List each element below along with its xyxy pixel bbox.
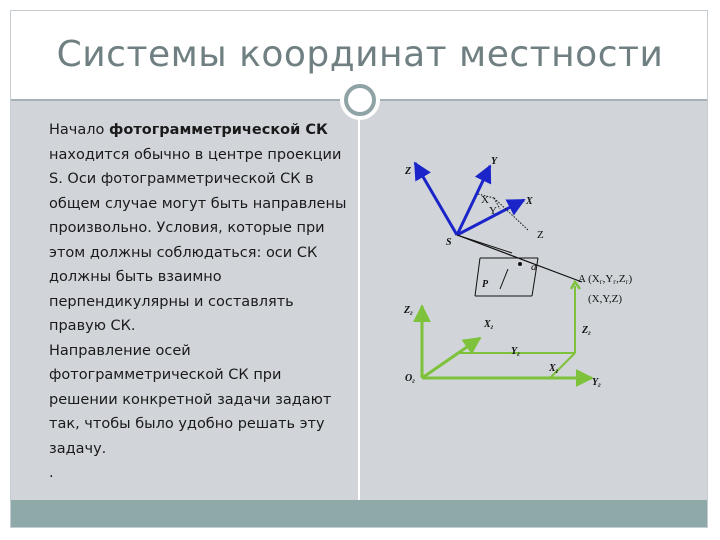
label-s: S [446,237,452,248]
paragraph-3: . [49,465,54,481]
photo-axis-z [415,163,457,235]
label-yg-mid: $Y_г$ [511,346,520,358]
paragraph-2: Направление осей фотограмметрической СК при решении конкретной задачи задают так, чтобы было удобно решать эту задачу. [49,342,332,457]
footer-bar [11,500,707,527]
slide-title: Системы координат местности [56,34,664,75]
label-xg: $X_г$ [484,319,494,331]
image-plane-inner [500,269,508,289]
label-x-small: X [481,194,489,206]
label-xg-right: $X_г$ [549,363,559,375]
paragraph-1 [33,118,353,339]
projection-ray-2 [457,235,512,253]
label-y-small: Y [489,205,497,217]
point-a [518,262,522,266]
label-z-top: Z [405,166,412,177]
label-y-top: Y [491,156,498,167]
body-text [33,118,353,486]
coordinate-diagram [360,101,707,500]
ground-axis-x [422,338,480,378]
paragraph-1-bold: фотограмметрической СК [109,122,328,138]
label-p: P [482,279,489,290]
label-a: a [531,261,537,273]
image-plane-left [475,258,480,296]
paragraph-1-rest: находится обычно в центре проекции S. Оси фотограмметрической СК в общем случае могут быть направлены произвольно. Условия, которые при этом должны соблюдаться: оси СК должны быть взаимно перпендикулярны и составлять правую СК. [49,146,347,334]
label-og: $O_г$ [405,373,415,385]
label-zg: $Z_г$ [404,305,413,317]
paragraph-1-prefix: Начало [49,122,109,138]
label-a-point-2: (X,Y,Z) [588,293,623,305]
label-a-point: A (Xг,Yг,Zг) [578,273,633,286]
label-z-mid: Z [537,229,544,241]
label-x-top: X [526,196,533,207]
label-zg-right: $Z_г$ [582,325,591,337]
label-yg-right: $Y_г$ [592,377,601,389]
